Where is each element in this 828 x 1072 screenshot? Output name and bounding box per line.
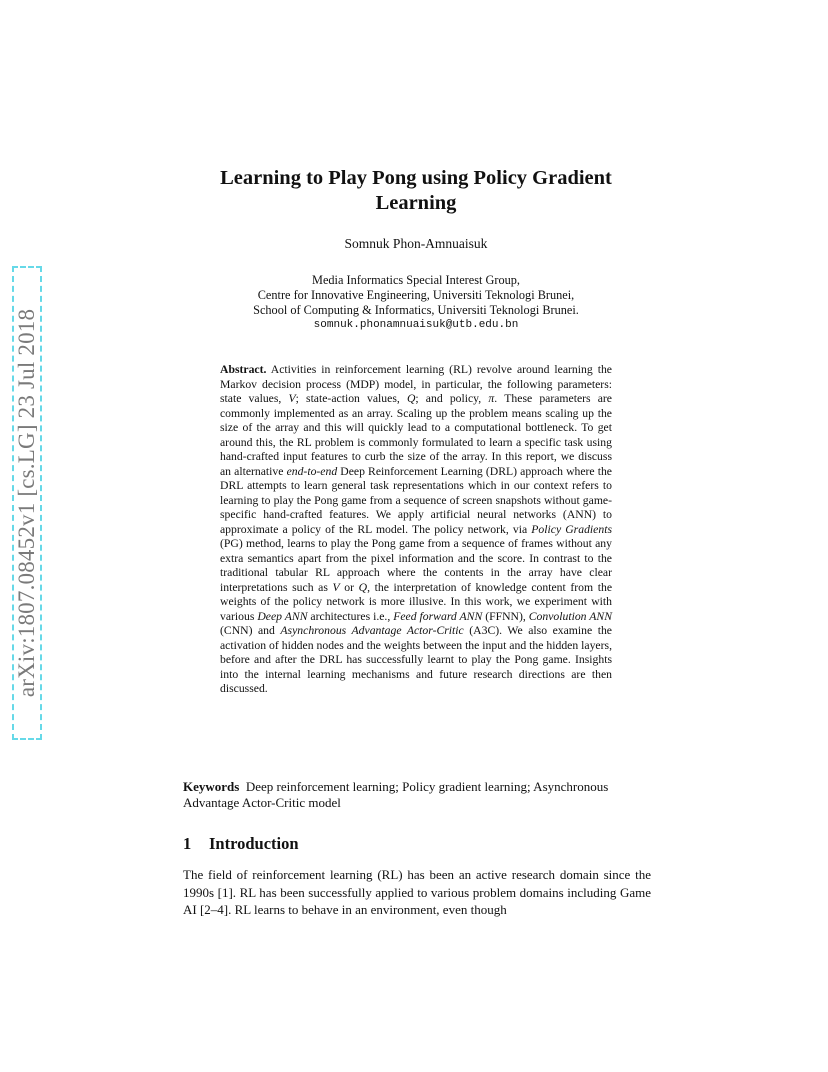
section-heading-introduction bbox=[183, 834, 299, 854]
keywords-text: Deep reinforcement learning; Policy gradient learning; Asynchronous Advantage Actor-Critic model bbox=[183, 779, 609, 810]
author-email: somnuk.phonamnuaisuk@utb.edu.bn bbox=[313, 319, 519, 331]
section-number: 1 bbox=[183, 834, 192, 853]
abstract-text-3: ; and policy, bbox=[415, 392, 489, 405]
affiliation-line-3: School of Computing & Informatics, Universiti Teknologi Brunei. bbox=[253, 303, 579, 317]
abstract-text-10: (FFNN), bbox=[482, 609, 529, 623]
affiliation-line-1: Media Informatics Special Interest Group, bbox=[312, 273, 520, 287]
abstract-text-8: , the interpretation of knowledge content from the weights of the policy network is more illusive. In this work, we experiment with various bbox=[220, 580, 613, 623]
keywords-label: Keywords bbox=[183, 779, 240, 794]
abstract-text-4: . These parameters are commonly implemented as an array. Scaling up the problem means scaling up the size of the array and this will quickly lead to a computational bottleneck. To get around this, the RL problem is commonly formulated to learn a specific task using hand-crafted input features to curb the size of the array. In this report, we discuss an alternative bbox=[220, 392, 612, 478]
author-name: Somnuk Phon-Amnuaisuk bbox=[344, 236, 488, 251]
arxiv-id-text: arXiv:1807.08452v1 [cs.LG] 23 Jul 2018 bbox=[14, 308, 39, 698]
abstract-text-6: (PG) method, learns to play the Pong game from a sequence of frames without any extra semantics apart from the pixel information and the score. In contrast to the traditional tabular RL approach where the contents in the array have clear interpretations such as bbox=[220, 537, 612, 594]
arxiv-side-stamp bbox=[12, 266, 42, 740]
abstract-em-convolution: Convolution ANN bbox=[528, 609, 612, 623]
abstract-text-11: (CNN) and bbox=[220, 624, 281, 637]
abstract-math-v: V bbox=[288, 392, 296, 405]
abstract-label: Abstract. bbox=[220, 363, 267, 376]
abstract-text-9: architectures i.e., bbox=[307, 609, 394, 623]
abstract bbox=[220, 363, 612, 697]
abstract-em-a3c: Asynchronous Advantage Actor-Critic bbox=[280, 624, 464, 637]
abstract-em-end-to-end: end-to-end bbox=[286, 464, 338, 478]
abstract-math-q-2: Q bbox=[358, 580, 368, 594]
abstract-text-2: ; state-action values, bbox=[295, 392, 407, 405]
affiliation-block bbox=[180, 273, 652, 333]
keywords bbox=[183, 779, 653, 811]
abstract-math-v-2: V bbox=[332, 580, 340, 594]
abstract-text-5: Deep Reinforcement Learning (DRL) approach where the DRL attempts to learn general task representations which in our context refers to learning to play the Pong game from a sequence of screen snapshots without game-specific hand-crafted features. We apply artificial neural networks (ANN) to approximate a policy of the RL model. The policy network, via bbox=[220, 464, 612, 536]
affiliation-line-2: Centre for Innovative Engineering, Universiti Teknologi Brunei, bbox=[257, 288, 575, 302]
abstract-em-feed-forward: Feed forward ANN bbox=[393, 609, 483, 623]
paper-title: Learning to Play Pong using Policy Gradient Learning bbox=[220, 167, 612, 214]
abstract-math-q: Q bbox=[406, 392, 416, 405]
intro-paragraph: The field of reinforcement learning (RL) has been an active research domain since the 1990s [1]. RL has been successfully applied to various problem domains including Game AI [2–4]. RL learns to behave in an environment, even though bbox=[183, 867, 651, 917]
abstract-text-12: (A3C). We also examine the activation of hidden nodes and the weights between the input and the hidden layers, before and after the DRL has successfully learnt to play the Pong game. Insights into the internal learning mechanisms and future research directions are then discussed. bbox=[220, 624, 612, 695]
abstract-text-7: or bbox=[339, 580, 359, 594]
section-title: Introduction bbox=[209, 834, 299, 853]
abstract-math-pi: π bbox=[488, 392, 495, 405]
abstract-em-deep-ann: Deep ANN bbox=[257, 609, 308, 623]
abstract-em-policy-gradients: Policy Gradients bbox=[531, 522, 612, 536]
abstract-text-1: Activities in reinforcement learning (RL) revolve around learning the Markov decision process (MDP) model, in particular, the following parameters: state values, bbox=[220, 363, 612, 405]
